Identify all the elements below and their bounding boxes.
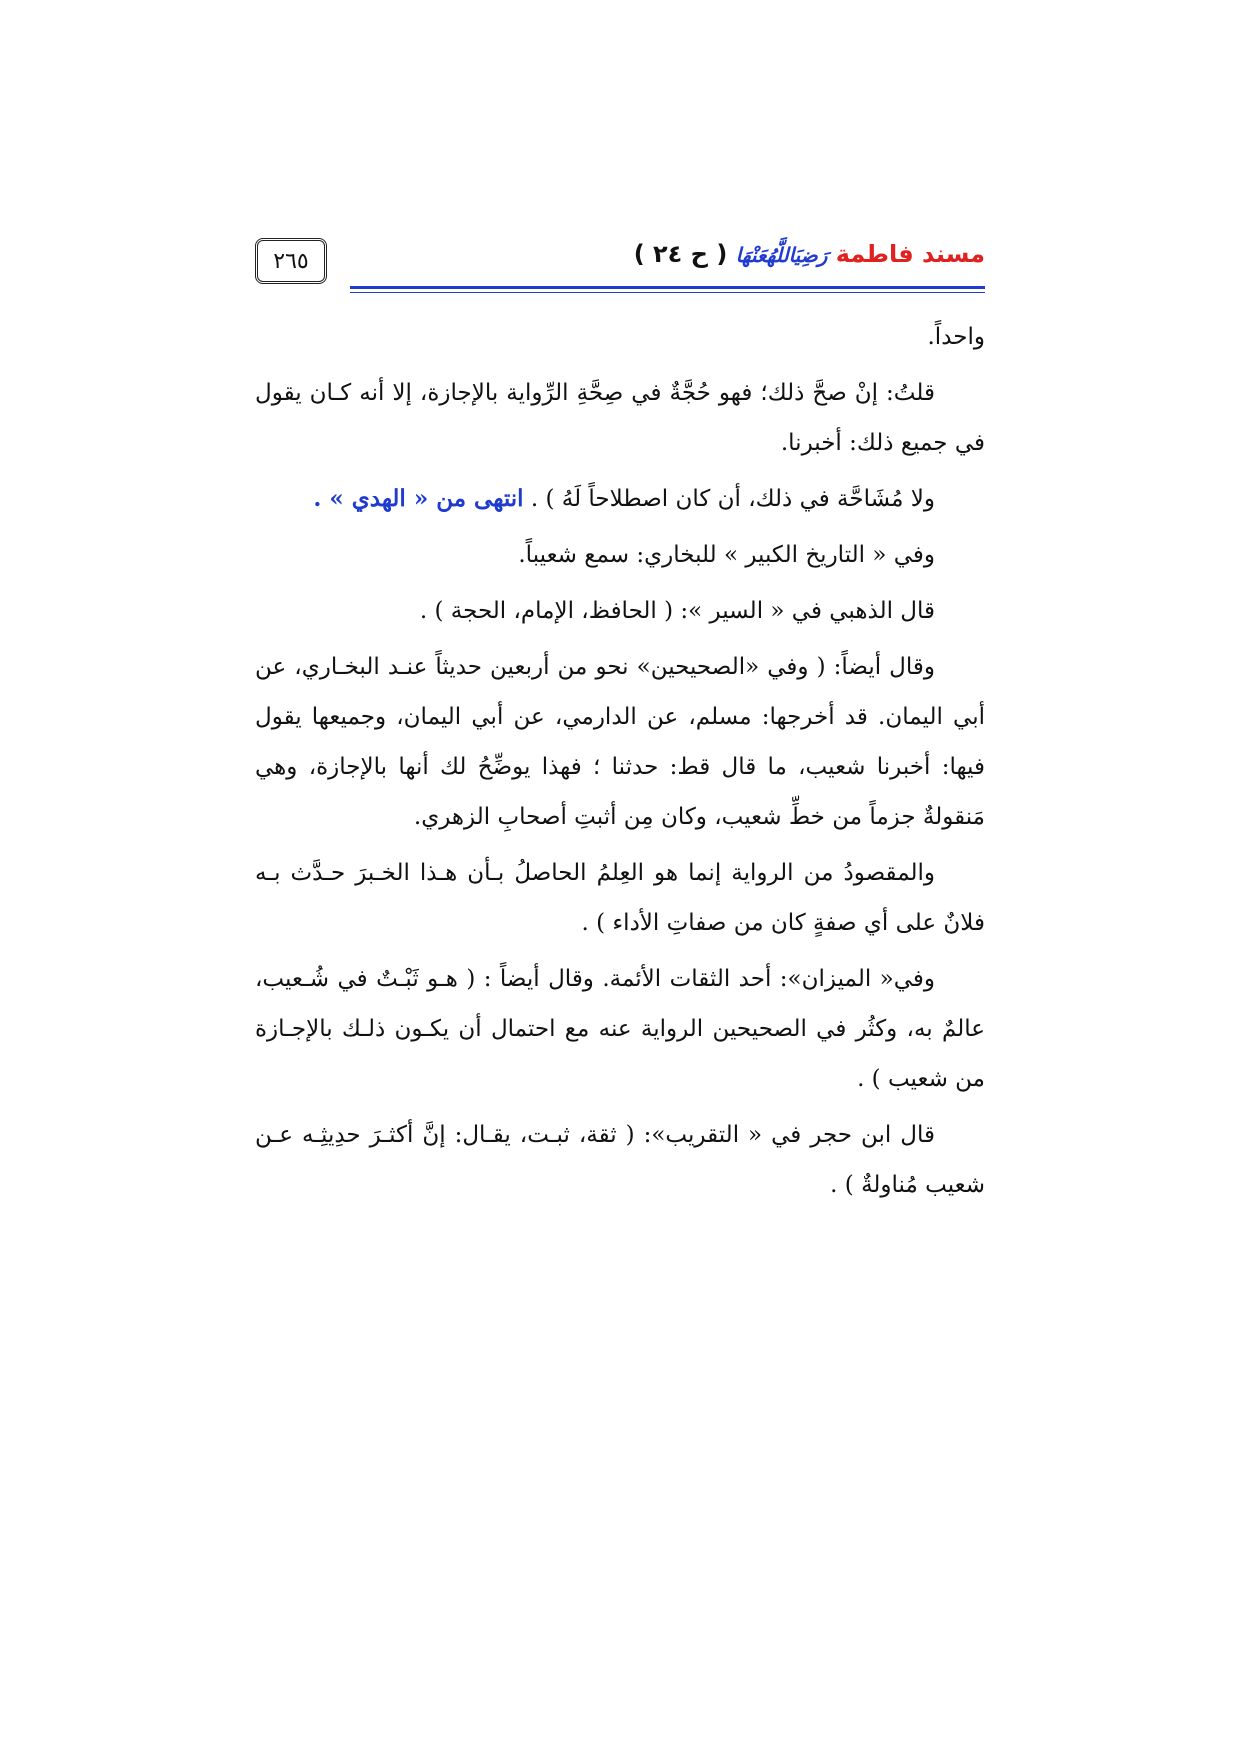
running-header [255, 238, 985, 290]
source-note: انتهى من « الهدي » . [313, 485, 524, 512]
paragraph-7: والمقصودُ من الرواية إنما هو العِلمُ الحاصلُ بـأن هـذا الخـبرَ حـدَّث بـه فلانٌ على أي صفةٍ كان من صفاتِ الأداء ) . [255, 860, 985, 936]
page-number: ٢٦٥ [273, 248, 309, 274]
paragraph-5: قال الذهبي في « السير »: ( الحافظ، الإمام، الحجة ) . [419, 598, 935, 624]
paragraph-3-text: ولا مُشَاحَّة في ذلك، أن كان اصطلاحاً لَهُ ) . [530, 486, 935, 512]
hadith-reference: ( ح ٢٤ ) [633, 240, 728, 268]
paragraph-6: وقال أيضاً: ( وفي «الصحيحين» نحو من أربعين حديثاً عنـد البخـاري، عن أبي اليمان. قد أخرجها: مسلم، عن الدارمي، عن أبي اليمان، وجميعها يقول فيها: أخبرنا شعيب، ما قال قط: حدثنا ؛ فهذا يوضِّحُ لك أنها بالإجازة، وهي مَنقولةٌ جزماً من خطِّ شعيب، وكان مِن أثبتِ أصحابِ الزهري. [255, 654, 985, 830]
paragraph-1: واحداً. [927, 324, 985, 350]
paragraph-9: قال ابن حجر في « التقريب»: ( ثقة، ثبـت، يقـال: إنَّ أكثـرَ حدِيثِـه عـن شعيب مُناولةٌ ) . [255, 1122, 985, 1198]
page-number-box [255, 238, 327, 284]
running-title [634, 240, 985, 268]
honorific-calligraphy: رَضِيَاللَّهُعَنْهَا [735, 243, 828, 267]
page-body [255, 312, 985, 1216]
paragraph-2: قلتُ: إنْ صحَّ ذلك؛ فهو حُجَّةٌ في صِحَّةِ الرِّواية بالإجازة، إلا أنه كـان يقول في جميع ذلك: أخبرنا. [255, 380, 985, 456]
header-rule-thick [350, 286, 985, 289]
book-title: مسند فاطمة [835, 240, 985, 268]
header-rule-thin [350, 292, 985, 293]
paragraph-8: وفي« الميزان»: أحد الثقات الأئمة. وقال أيضاً : ( هـو ثَبْـتٌ في شُـعيب، عالمٌ به، وكثُر في الصحيحين الرواية عنه مع احتمال أن يكـون ذلـك بالإجـازة من شعيب ) . [255, 966, 985, 1092]
paragraph-4: وفي « التاريخ الكبير » للبخاري: سمع شعيباً. [518, 542, 935, 568]
paragraph-3 [255, 474, 985, 524]
